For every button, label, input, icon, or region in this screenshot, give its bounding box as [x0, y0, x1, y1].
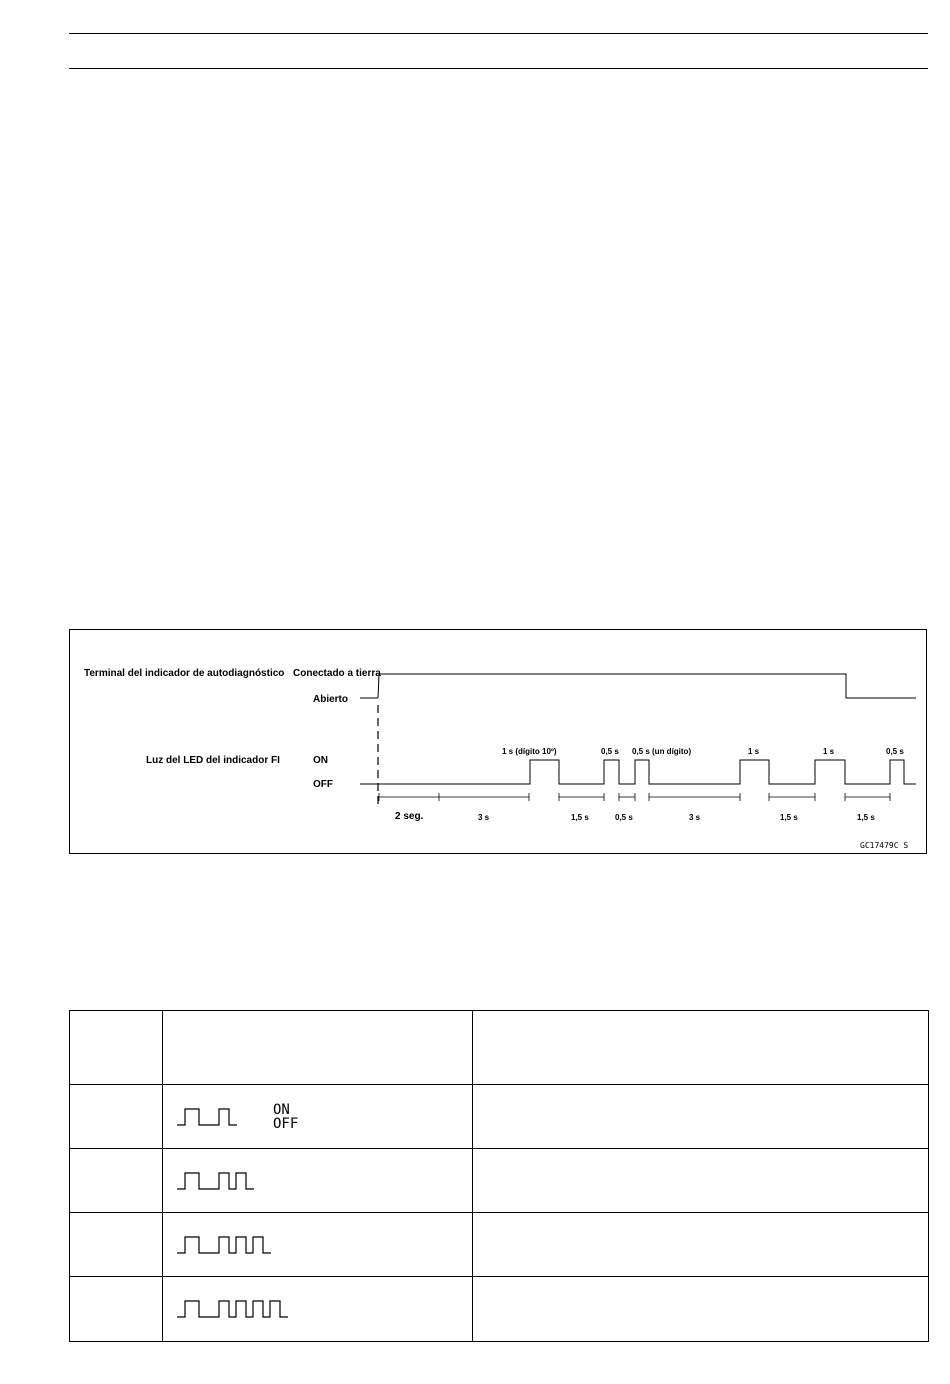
pulse-waveform [177, 1237, 271, 1253]
led-signal [360, 760, 916, 784]
header-cell [163, 1011, 473, 1085]
table-row [70, 1085, 929, 1149]
on-off-legend [273, 1103, 298, 1131]
timing-diagram [69, 629, 927, 854]
pulse-label-1: 1 s (dígito 10º) [502, 747, 557, 756]
table-header-row [70, 1011, 929, 1085]
pattern-cell [163, 1213, 473, 1277]
interval-label-6: 1,5 s [780, 813, 798, 822]
interval-label-4: 0,5 s [615, 813, 633, 822]
terminal-signal [360, 674, 916, 698]
code-cell [70, 1213, 163, 1277]
pulse-label-4: 1 s [748, 747, 760, 756]
interval-dimensions [379, 793, 890, 801]
pulse-waveform [177, 1109, 237, 1125]
timing-diagram-svg [70, 630, 928, 855]
table-row [70, 1277, 929, 1342]
open-label: Abierto [313, 694, 348, 705]
pulse-pattern-icon [177, 1234, 377, 1256]
pulse-waveform [177, 1173, 254, 1189]
interval-label-7: 1,5 s [857, 813, 875, 822]
pulse-label-3: 0,5 s (un dígito) [632, 747, 692, 756]
interval-label-2: 3 s [478, 813, 490, 822]
terminal-label: Terminal del indicador de autodiagnóstico [84, 668, 285, 679]
header-rule-top [69, 33, 928, 34]
grounded-label: Conectado a tierra [293, 668, 381, 679]
off-legend-label: OFF [273, 1115, 299, 1132]
code-cell [70, 1149, 163, 1213]
pattern-cell [163, 1277, 473, 1342]
off-label: OFF [313, 779, 333, 790]
interval-label-3: 1,5 s [571, 813, 589, 822]
header-cell [473, 1011, 929, 1085]
description-cell [473, 1149, 929, 1213]
pulse-label-2: 0,5 s [601, 747, 619, 756]
description-cell [473, 1277, 929, 1342]
code-table [69, 1010, 929, 1342]
interval-label-5: 3 s [689, 813, 701, 822]
pattern-cell [163, 1149, 473, 1213]
pulse-pattern-icon [177, 1170, 377, 1192]
pulse-pattern-icon [177, 1298, 377, 1320]
pulse-label-5: 1 s [823, 747, 835, 756]
code-cell [70, 1085, 163, 1149]
header-rule-bottom [69, 68, 928, 69]
description-cell [473, 1213, 929, 1277]
header-cell [70, 1011, 163, 1085]
on-legend-label: ON [273, 1101, 290, 1118]
pulse-label-6: 0,5 s [886, 747, 904, 756]
table-row [70, 1213, 929, 1277]
code-cell [70, 1277, 163, 1342]
on-label: ON [313, 755, 328, 766]
table-row [70, 1149, 929, 1213]
description-cell [473, 1085, 929, 1149]
pattern-cell [163, 1085, 473, 1149]
led-label: Luz del LED del indicador FI [146, 755, 280, 766]
figure-code: GC17479C S [860, 841, 909, 850]
pulse-waveform [177, 1301, 288, 1317]
interval-label-1: 2 seg. [395, 811, 424, 822]
